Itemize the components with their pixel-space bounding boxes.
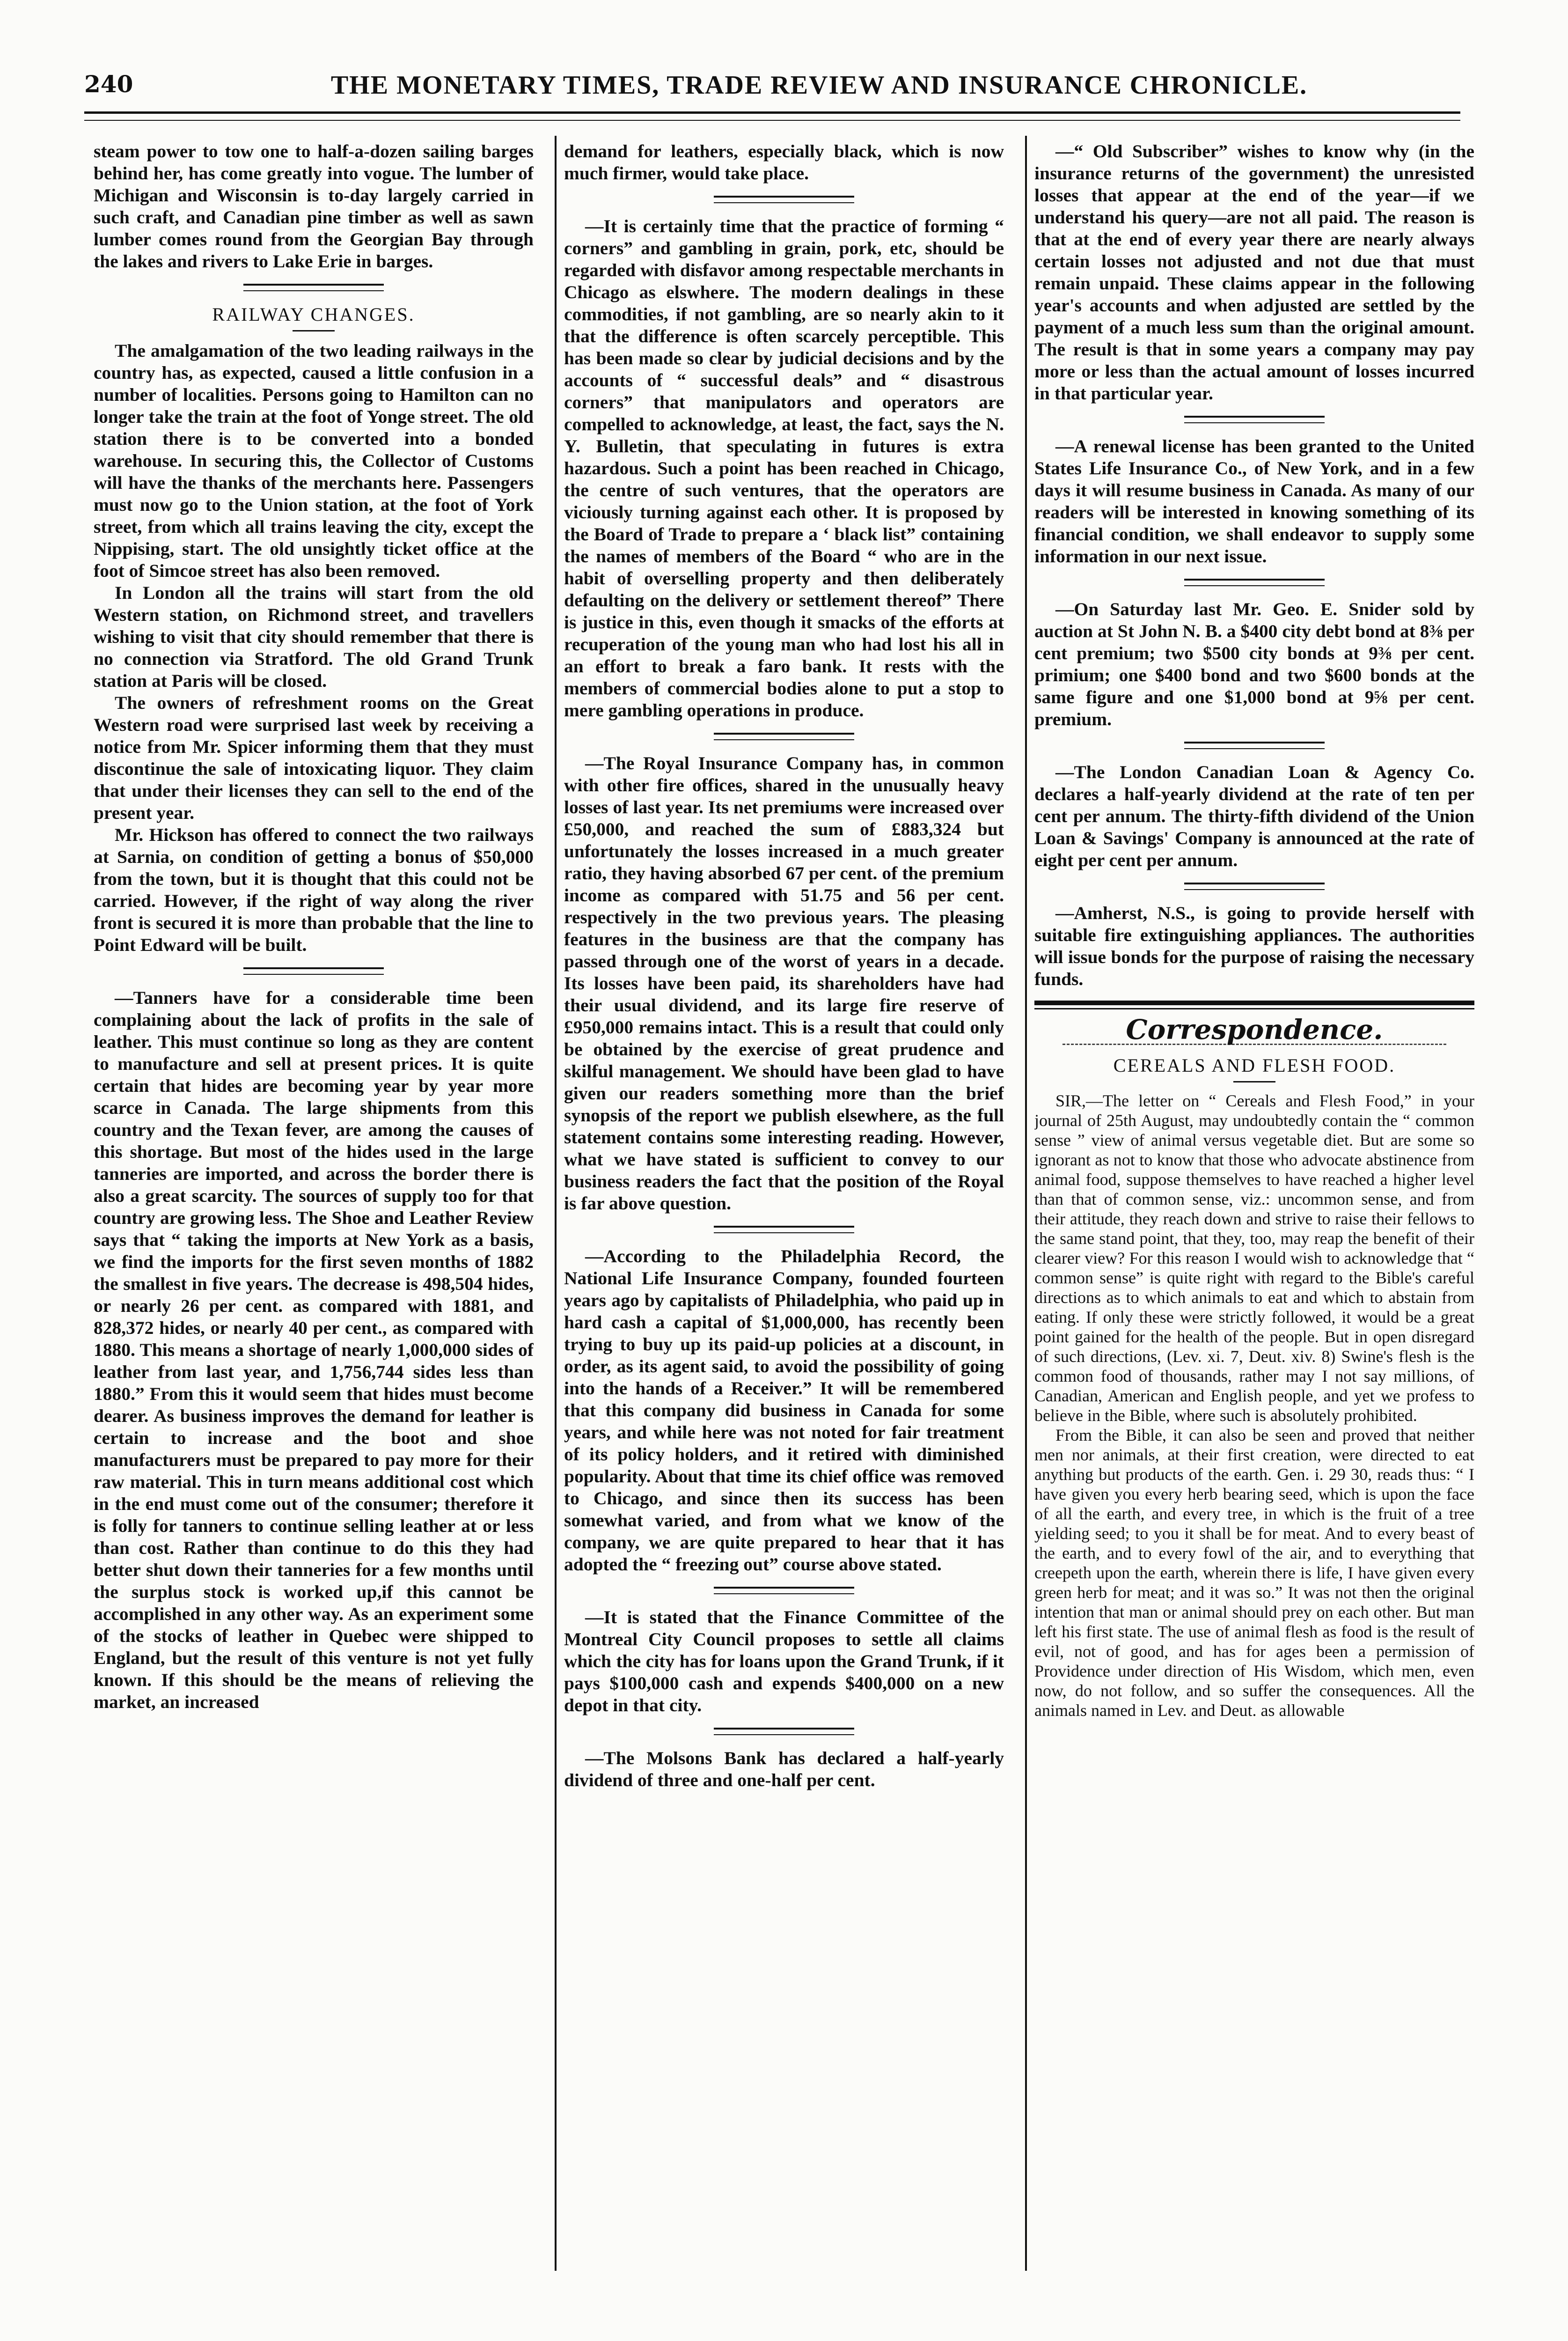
national-life-article	[564, 1245, 1004, 1575]
header-rule	[84, 111, 1460, 114]
column-2	[564, 140, 1004, 2294]
section-divider	[243, 284, 384, 291]
section-divider	[243, 967, 384, 975]
column-1	[94, 140, 534, 2294]
section-divider	[1184, 416, 1325, 423]
snider-auction-article	[1034, 598, 1474, 730]
page-header	[84, 70, 1460, 112]
article-paragraph: —The London Canadian Loan & Agency Co. declares a half-yearly dividend at the rate of ten per cent per annum. The thirty-fifth dividend of the Union Loan & Savings' Company is announced at the rate of eight per cent per annum.	[1034, 762, 1474, 870]
article-paragraph: The amalgamation of the two leading railways in the country has, as expected, caused a little confusion in a number of localities. Persons going to Hamilton can no longer take the train at the foot of Yonge street. The old station there is to be converted into a bonded warehouse. In securing this, the Collector of Customs will have the thanks of the merchants here. Passengers must now go to the Union station, at the foot of York street, from which all trains leaving the city, except the Nippising, start. The old unsightly ticket office at the foot of Simcoe street has also been removed.	[94, 340, 534, 581]
article-paragraph: —The Royal Insurance Company has, in common with other fire offices, shared in the unusually heavy losses of last year. Its net premiums were increased over £50,000, and reached the sum of £883,324 but unfortunately the losses increased in a much greater ratio, they having absorbed 67 per cent. of the premium income as compared with 51.75 and 56 per cent. respectively in the two previous years. The pleasing features in the business are that the company has passed through one of the worst of years in a decade. Its losses have been paid, its shareholders have had their usual dividend, and its large fire reserve of £950,000 remains intact. This is a result that could only be obtained by the exercise of great prudence and skilful management. We should have been glad to have given our readers something more than the brief synopsis of the report we publish elsewhere, as the full statement contains some interesting reading. However, what we have stated is sufficient to convey to our business readers the fact that the position of the Royal is far above question.	[564, 753, 1004, 1214]
heading-rule	[1233, 1081, 1275, 1082]
cereals-heading: CEREALS AND FLESH FOOD.	[1113, 1055, 1396, 1076]
section-divider	[1184, 579, 1325, 586]
article-paragraph: —According to the Philadelphia Record, the National Life Insurance Company, founded fourteen years ago by capitalists of Philadelphia, who paid up in hard cash a capital of $1,000,000, has recently been trying to buy up its paid-up policies at a discount, in order, as its agent said, to avoid the possibility of going into the hands of a Receiver.” It will be remembered that this company did business in Canada for some years, and while here was not noted for fair treatment of its policy holders, and it retired with diminished popularity. About that time its chief office was removed to Chicago, and since then its success has been somewhat varied, and from what we know of the company, we are quite prepared to hear that it has adopted the “ freezing out” course above stated.	[564, 1246, 1004, 1575]
london-loan-article	[1034, 761, 1474, 871]
royal-insurance-article	[564, 752, 1004, 1215]
section-divider	[714, 733, 854, 740]
article-paragraph: In London all the trains will start from the old Western station, on Richmond street, and travellers wishing to visit that city should remember that there is no connection via Stratford. The old Grand Trunk station at Paris will be closed.	[94, 582, 534, 691]
renewal-license-article	[1034, 435, 1474, 567]
section-divider	[714, 196, 854, 203]
opening-paragraph: steam power to tow one to half-a-dozen sailing barges behind her, has come greatly into vogue. The lumber of Michigan and Wisconsin is to-day largely carried in such craft, and Canadian pine timber as well as sawn lumber comes round from the Georgian Bay through the lakes and rivers to Lake Erie in barges.	[94, 141, 534, 272]
continuation-paragraph: demand for leathers, especially black, which is now much firmer, would take place.	[564, 141, 1004, 184]
correspondence-letter	[1034, 1091, 1474, 1720]
column-separator	[555, 136, 557, 2271]
continuation-block	[564, 140, 1004, 184]
article-paragraph: —It is stated that the Finance Committee of the Montreal City Council proposes to settle all claims which the city has for loans upon the Grand Trunk, if it pays $100,000 cash and expends $400,000 on a new depot in that city.	[564, 1607, 1004, 1715]
heading-rule	[293, 330, 335, 331]
article-paragraph: —It is certainly time that the practice of forming “ corners” and gambling in grain, pork, etc, should be regarded with disfavor among respectable merchants in Chicago as elswhere. The modern dealings in these commodities, if not gambling, are so nearly akin to it that the difference is often scarcely perceptible. This has been made so clear by judicial decisions and by the accounts of “ successful deals” and “ disastrous corners” that manipulators and operators are compelled to acknowledge, at least, the fact, says the N. Y. Bulletin, that speculating in futures is extra hazardous. Such a point has been reached in Chicago, the centre of such ventures, that the operators are viciously turning against each other. It is proposed by the Board of Trade to prepare a ‘ black list” containing the names of members of the Board “ who are in the habit of overselling property and then deliberately defaulting on the delivery or settlement thereof” There is justice in this, even though it smacks of the efforts at recuperation of the young man who had lost his all in an effort to break a faro bank. It rests with the members of commercial bodies alone to put a stop to mere gambling operations in produce.	[564, 216, 1004, 721]
molsons-article	[564, 1747, 1004, 1791]
letter-paragraph: From the Bible, it can also be seen and proved that neither men nor animals, at their first creation, were directed to eat anything but products of the earth. Gen. i. 29 30, reads thus: “ I have given you every herb bearing seed, which is upon the face of all the earth, and every tree, in which is the fruit of a tree yielding seed; to you it shall be for meat. And to every beast of the earth, and to every fowl of the air, and to everything that creepeth upon the earth, wherein there is life, I have given every green herb for meat; and it was so.” It was not then the original intention that man or animal should prey on each other. But man left his first state. The use of animal flesh as food is the result of evil, not of good, and has for ages been a permission of Providence under direction of His Wisdom, which men, even now, do not follow, and so suffer the consequences. All the animals named in Lev. and Deut. as allowable	[1034, 1426, 1474, 1720]
article-paragraph: —“ Old Subscriber” wishes to know why (in the insurance returns of the government) the unresisted losses that appear at the end of the year—if we understand his query—are not all paid. The reason is that at the end of every year there are nearly always certain losses not adjusted and not due that must remain unpaid. These claims appear in the following year's accounts and when adjusted are settled by the payment of a much less sum than the original amount. The result is that in some years a company may pay more or less than the actual amount of losses incurred in that particular year.	[1034, 141, 1474, 404]
article-paragraph: —The Molsons Bank has declared a half-yearly dividend of three and one-half per cent.	[564, 1748, 1004, 1790]
article-paragraph: —Amherst, N.S., is going to provide herself with suitable fire extinguishing appliances. The authorities will issue bonds for the purpose of raising the necessary funds.	[1034, 903, 1474, 989]
letter-paragraph: SIR,—The letter on “ Cereals and Flesh Food,” in your journal of 25th August, may undoubtedly contain the “ common sense ” view of animal versus vegetable diet. But are some so ignorant as not to know that those who advocate abstinence from animal food, suppose themselves to have reached a higher level than that of common sense, viz.: uncommon sense, and from their attitude, they reach down and strive to raise their fellows to the same stand point, that they, too, may reap the benefit of their clearer view? For this reason I would wish to acknowledge that “ common sense” is quite right with regard to the Bible's careful directions as to which animals to eat and which to abstain from eating. If only these were strictly followed, it would be a great point gained for the health of the people. But in open disregard of such directions, (Lev. xi. 7, Deut. xiv. 8) Swine's flesh is the common food of thousands, rather may I not say millions, of Canadian, American and English people, and yet we profess to believe in the Bible, where such is absolutely prohibited.	[1034, 1091, 1474, 1425]
railway-changes-heading: RAILWAY CHANGES.	[212, 304, 415, 325]
finance-committee-article	[564, 1606, 1004, 1716]
section-divider	[1184, 883, 1325, 890]
article-paragraph: The owners of refreshment rooms on the Great Western road were surprised last week by receiving a notice from Mr. Spicer informing them that they must discontinue the sale of intoxicating liquor. They claim that under their licenses they can sell to the end of the present year.	[94, 692, 534, 823]
column-3	[1034, 140, 1474, 2294]
correspondence-heading: Correspondence.	[1126, 1014, 1383, 1045]
section-divider	[714, 1728, 854, 1735]
running-title: THE MONETARY TIMES, TRADE REVIEW AND INSURANCE CHRONICLE.	[330, 71, 1308, 100]
heavy-section-rule	[1034, 1001, 1474, 1009]
corners-article	[564, 215, 1004, 721]
amherst-article	[1034, 902, 1474, 990]
opening-paragraph-block	[94, 140, 534, 272]
page-number: 240	[84, 70, 133, 98]
section-divider	[714, 1587, 854, 1594]
article-paragraph: —Tanners have for a considerable time been complaining about the lack of profits in the sale of leather. This must continue so long as they are content to manufacture and sell at present prices. It is quite certain that hides are becoming year by year more scarce in Canada. The large shipments from this country and the Texan fever, are among the causes of this shortage. But most of the hides used in the large tanneries are imported, and across the border there is also a great scarcity. The sources of supply too for that country are growing less. The Shoe and Leather Review says that “ taking the imports at New York as a basis, we find the imports for the first seven months of 1882 the smallest in five years. The decrease is 498,504 hides, or nearly 26 per cent. as compared with 1881, and 828,372 hides, or nearly 40 per cent., as compared with 1880. This means a shortage of nearly 1,000,000 sides of leather from last year, and 1,756,744 sides less than 1880.” From this it would seem that hides must become dearer. As business improves the demand for leather is certain to increase and the boot and shoe manufacturers must be prepared to pay more for their raw material. This in turn means additional cost which in the end must come out of the consumer; therefore it is folly for tanners to continue selling leather at or less than cost. Rather than continue to do this they had better shut down their tanneries for a few months until the surplus stock is worked up,if this cannot be accomplished in any other way. As an experiment some of the stocks of leather in Quebec were shipped to England, but the result of this venture is not yet fully known. If this should be the means of relieving the market, an increased	[94, 987, 534, 1712]
tanners-article	[94, 987, 534, 1713]
old-subscriber-article	[1034, 140, 1474, 405]
article-paragraph: —On Saturday last Mr. Geo. E. Snider sold by auction at St John N. B. a $400 city debt bond at 8⅜ per cent premium; two $500 city bonds at 9⅜ per cent. primium; one $400 bond and two $600 bonds at the same figure and one $1,000 bond at 9⅝ per cent. premium.	[1034, 599, 1474, 729]
header-rule-thin	[84, 120, 1460, 121]
section-divider	[1184, 742, 1325, 749]
column-separator	[1025, 136, 1027, 2271]
railway-article	[94, 340, 534, 956]
article-paragraph: Mr. Hickson has offered to connect the two railways at Sarnia, on condition of getting a bonus of $50,000 from the town, but it is thought that this could not be carried. However, if the right of way along the river front is secured it is more than probable that the line to Point Edward will be built.	[94, 825, 534, 955]
section-divider	[714, 1226, 854, 1233]
article-paragraph: —A renewal license has been granted to the United States Life Insurance Co., of New York, and in a few days it will resume business in Canada. As many of our readers will be interested in knowing something of its financial condition, we shall endeavor to supply some information in our next issue.	[1034, 436, 1474, 567]
